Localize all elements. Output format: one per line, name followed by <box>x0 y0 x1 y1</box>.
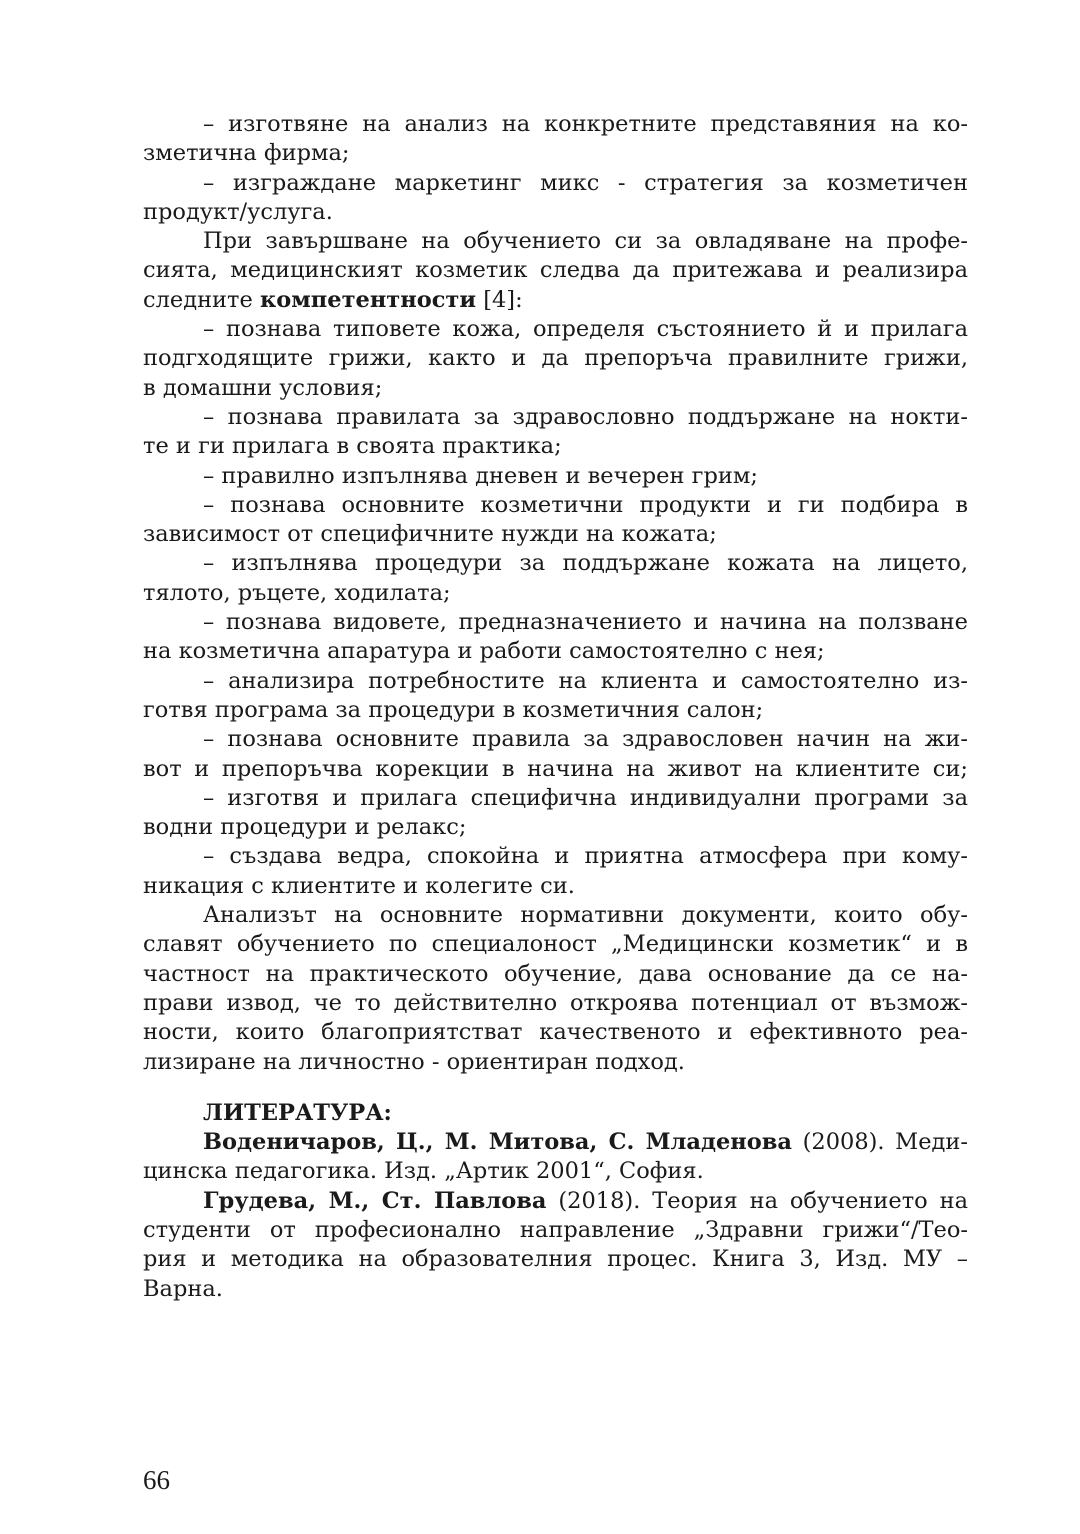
text-line: вот и препоръчва корекции в начина на живот на клиентите си; <box>143 755 968 782</box>
reference-line: рия и методика на образователния процес. Книга 3, Изд. МУ – <box>143 1246 968 1273</box>
reference-text: (2018). Теория на обучението на <box>546 1187 968 1214</box>
text-line: на козметична апаратура и работи самостоятелно с нея; <box>143 638 825 665</box>
references-heading-text: ЛИТЕРАТУРА: <box>203 1099 392 1126</box>
citation-ref: [4]: <box>476 286 523 313</box>
reference-authors: Воденичаров, Ц., М. Митова, С. Младенова <box>203 1129 792 1156</box>
text-line: – правилно изпълнява дневен и вечерен грим; <box>203 462 758 489</box>
reference-line: Варна. <box>143 1275 223 1302</box>
text-line: сията, медицинският козметик следва да притежава и реализира <box>143 257 968 284</box>
text-line: – познава основните правила за здравословен начин на жи- <box>203 726 968 753</box>
reference-line <box>143 1187 968 1216</box>
reference-line: цинска педагогика. Изд. „Артик 2001“, София. <box>143 1158 704 1185</box>
text-line: зависимост от специфичните нужди на кожата; <box>143 521 717 548</box>
text-line: Анализът на основните нормативни документи, които обу- <box>203 902 968 929</box>
section-gap <box>143 1077 968 1099</box>
text-line: славят обучението по специалоност „Медицински козметик“ и в <box>143 931 968 958</box>
text-line: – изпълнява процедури за поддържане кожата на лицето, <box>203 550 968 577</box>
text-span: следните <box>143 286 260 313</box>
text-line: – анализира потребностите на клиента и самостоятелно из- <box>203 667 968 694</box>
text-line: подгходящите грижи, както и да препоръча правилните грижи, <box>143 345 968 372</box>
text-line: – познава основните козметични продукти и ги подбира в <box>203 491 968 518</box>
text-line: ности, които благоприятстват качественото и ефективното реа- <box>143 1019 968 1046</box>
text-line: готвя програма за процедури в козметичния салон; <box>143 696 764 723</box>
page-number: 66 <box>143 1465 170 1495</box>
text-line: те и ги прилага в своята практика; <box>143 433 562 460</box>
text-line: – изготвяне на анализ на конкретните представяния на ко- <box>203 111 968 137</box>
text-line: При завършване на обучението си за овладяване на профе- <box>203 228 968 255</box>
text-line: прави извод, че то действително откроява потенциал от възмож- <box>143 989 968 1016</box>
text-line: – познава типовете кожа, определя състоянието й и прилага <box>203 316 968 343</box>
reference-text: (2008). Меди- <box>792 1129 968 1156</box>
page-body <box>143 110 968 1304</box>
competences-term: компетентности <box>259 286 477 313</box>
text-line: – създава ведра, спокойна и приятна атмосфера при кому- <box>203 843 968 870</box>
text-line: лизиране на личностно - ориентиран подход. <box>143 1048 685 1075</box>
text-line: – изграждане маркетинг микс - стратегия за козметичен <box>203 169 968 196</box>
text-line: зметична фирма; <box>143 140 350 167</box>
reference-line: студенти от професионално направление „Здравни грижи“/Тео- <box>143 1216 968 1243</box>
text-line: – изготвя и прилага специфична индивидуални програми за <box>203 784 968 811</box>
reference-line <box>143 1128 968 1157</box>
text-line: в домашни условия; <box>143 374 383 401</box>
text-line: – познава правилата за здравословно поддържане на нокти- <box>203 403 968 430</box>
text-line: тялото, ръцете, ходилата; <box>143 579 451 606</box>
reference-authors: Грудева, М., Ст. Павлова <box>203 1187 547 1214</box>
text-line: водни процедури и релакс; <box>143 814 467 841</box>
text-line: продукт/услуга. <box>143 198 333 225</box>
text-line: частност на практическото обучение, дава основание да се на- <box>143 960 968 987</box>
text-line: никация с клиентите и колегите си. <box>143 872 575 899</box>
text-line <box>143 286 968 315</box>
references-heading <box>143 1099 968 1128</box>
text-line: – познава видовете, предназначението и начина на ползване <box>203 609 968 636</box>
